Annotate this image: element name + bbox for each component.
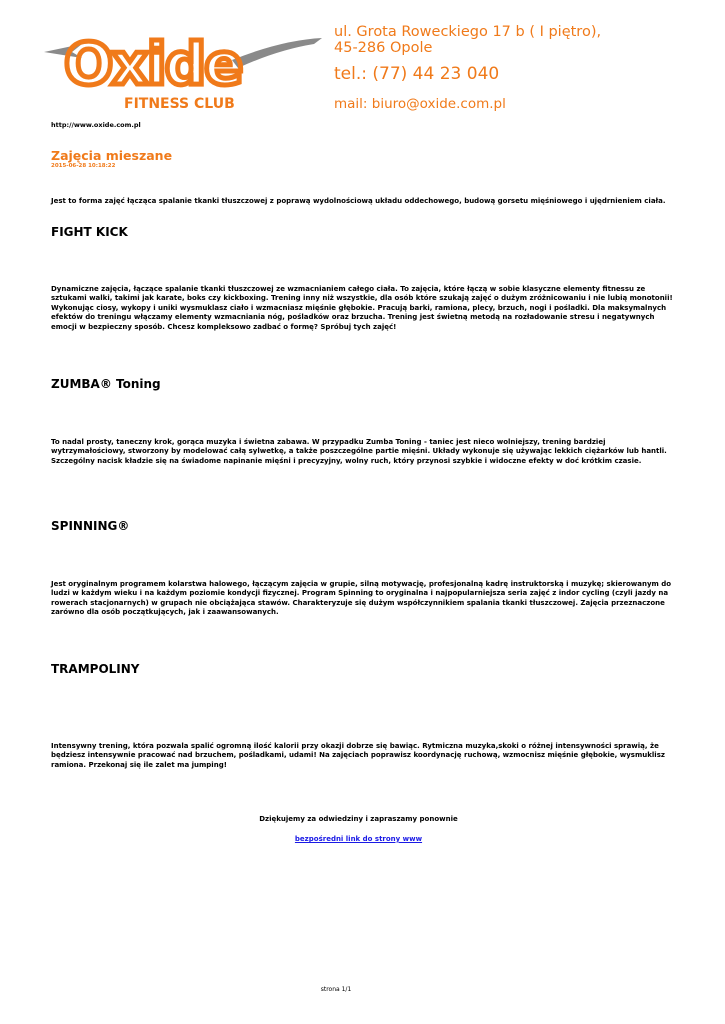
page-date: 2015-06-28 10:18:22: [51, 163, 116, 169]
thanks-text: Dziękujemy za odwiedziny i zapraszamy ponownie: [259, 815, 458, 823]
email-address: mail: biuro@oxide.com.pl: [334, 96, 506, 112]
logo-tagline: FITNESS CLUB: [124, 96, 235, 112]
page-title: Zajęcia mieszane: [51, 148, 173, 163]
section-body-fight-kick: Dynamiczne zajęcia, łączące spalanie tkanki tłuszczowej ze wzmacnianiem całego ciała. To zajęcia, które łączą w sobie klasyczne elementy fitnessu ze sztukami walki, takimi jak karate, boks czy kickboxing. Trening inny niż wszystkie, dla osób które szukają zajęć o dużym zróżnicowaniu i nie lubią monotonii! Wykonując ciosy, wykopy i uniki wysmuklasz ciało i wzmacniasz mięśnie głębokie. Pracują barki, ramiona, plecy, brzuch, nogi i pośladki. Dla maksymalnych efektów do treningu włączamy elementy wzmacniania nóg, pośladków oraz brzucha. Trening jest świetną metodą na rozładowanie stresu i negatywnych emocji w bezpieczny sposób. Chcesz kompleksowo zadbać o formę? Spróbuj tych zajęć!: [51, 285, 673, 331]
section-heading-fight-kick: FIGHT KICK: [51, 225, 128, 239]
direct-link-row: [0, 835, 717, 843]
page-number: strona 1/1: [320, 986, 352, 993]
section-body-spinning: Jest oryginalnym programem kolarstwa halowego, łączącym zajęcia w grupie, silną motywację, profesjonalną kadrę instruktorską i muzykę; skierowanym do ludzi w każdym wieku i na każdym poziomie kondycji fizycznej. Program Spinning to oryginalna i najpopularniejsza seria zajęć z indor cycling (czyli jazdy na rowerach stacjonarnych) w grupach nie obciążająca stawów. Charakteryzuje się dużym współczynnikiem spalania tkanki tłuszczowej. Zajęcia przeznaczone zarówno dla osób początkujących, jak i zaawansowanych.: [51, 580, 672, 617]
oxide-logo: [42, 22, 322, 114]
address-line1: ul. Grota Roweckiego 17 b ( I piętro),: [334, 24, 602, 40]
section-body-zumba: To nadal prosty, taneczny krok, gorąca muzyka i świetna zabawa. W przypadku Zumba Toning - taniec jest nieco wolniejszy, trening bardziej wytrzymałościowy, stworzony by modelować całą sylwetkę, a także poszczególne partie mięśni. Układy wykonuje się używając lekkich ciężarków lub hantli. Szczególny nacisk kładzie się na świadome napinanie mięśni i precyzyjny, wolny ruch, który przynosi szybkie i widoczne efekty w doć krótkim czasie.: [51, 438, 667, 465]
phone-number: tel.: (77) 44 23 040: [334, 64, 500, 84]
section-heading-trampoliny: TRAMPOLINY: [51, 662, 140, 676]
address-line2: 45-286 Opole: [334, 40, 433, 56]
direct-link[interactable]: bezpośredni link do strony www: [294, 835, 423, 843]
page-url: http://www.oxide.com.pl: [51, 121, 141, 129]
section-heading-spinning: SPINNING®: [51, 519, 130, 533]
intro-paragraph: Jest to forma zajęć łącząca spalanie tkanki tłuszczowej z poprawą wydolnościową układu oddechowego, budową gorsetu mięśniowego i ujędrnieniem ciała.: [51, 197, 666, 205]
section-body-trampoliny: Intensywny trening, która pozwala spalić ogromną ilość kalorii przy okazji dobrze się bawiąc. Rytmiczna muzyka,skoki o różnej intensywności sprawią, że będziesz intensywnie pracować nad brzuchem, pośladkami, udami! Na zajęciach poprawisz koordynację ruchową, wzmocnisz mięśnie głębokie, wysmuklisz ramiona. Przekonaj się ile zalet ma jumping!: [51, 742, 665, 769]
section-heading-zumba: ZUMBA® Toning: [51, 377, 161, 391]
logo-brand: Oxide: [64, 30, 242, 98]
